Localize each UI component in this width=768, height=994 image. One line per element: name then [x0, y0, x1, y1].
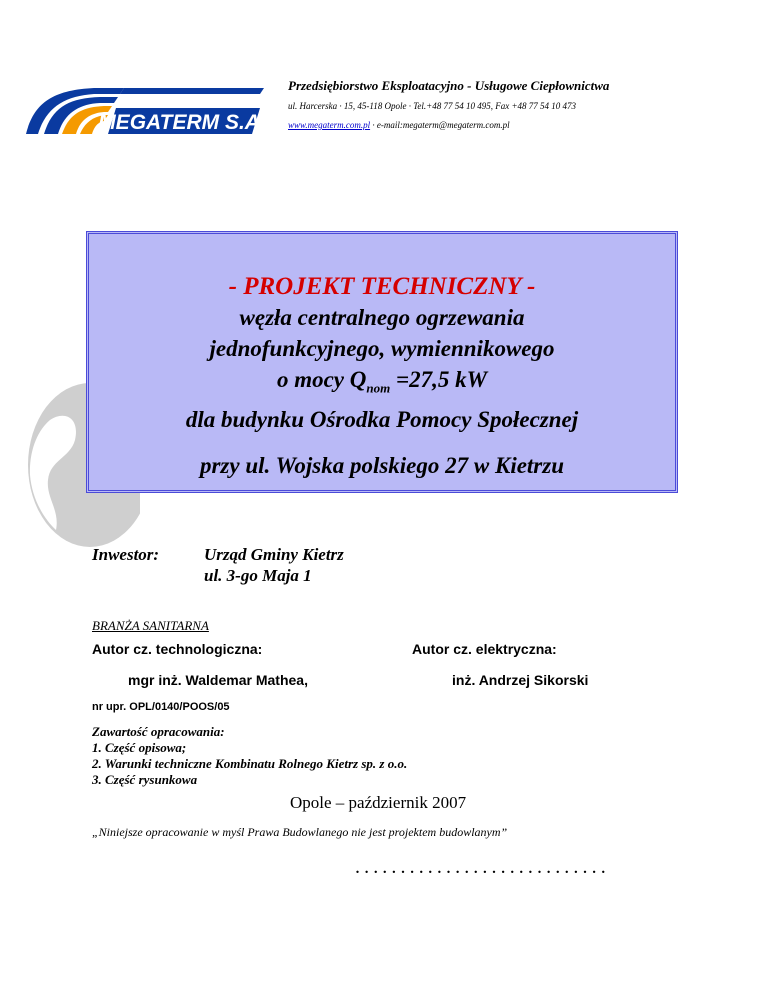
power-prefix: o mocy Q	[276, 367, 367, 392]
investor-address: ul. 3-go Maja 1	[204, 566, 312, 585]
title-line-power	[89, 364, 675, 404]
document-type: - PROJEKT TECHNICZNY -	[228, 273, 536, 300]
author-tech-name: mgr inż. Waldemar Mathea,	[128, 672, 308, 688]
author-tech-label: Autor cz. technologiczna:	[92, 641, 263, 657]
title-line-2: węzła centralnego ogrzewania	[239, 305, 525, 330]
power-value: =27,5 kW	[390, 367, 488, 392]
company-address: ul. Harcerska · 15, 45-118 Opole · Tel.+48 77 54 10 495, Fax +48 77 54 10 473	[288, 101, 577, 111]
contents-title: Zawartość opracowania:	[92, 724, 225, 739]
megaterm-logo	[24, 84, 264, 136]
investor-name: Urząd Gminy Kietrz	[204, 545, 344, 564]
author-elec-label: Autor cz. elektryczna:	[412, 641, 557, 657]
title-line-address: przy ul. Wojska polskiego 27 w Kietrzu	[199, 452, 564, 478]
license-number: nr upr. OPL/0140/POOS/05	[92, 701, 230, 713]
title-line-5: dla budynku Ośrodka Pomocy Społecznej	[185, 406, 579, 432]
list-item: 2. Warunki techniczne Kombinatu Rolnego Kietrz sp. z o.o.	[92, 756, 408, 771]
place-date: Opole – październik 2007	[290, 793, 467, 812]
list-item: 3. Część rysunkowa	[92, 772, 198, 787]
company-name: Przedsiębiorstwo Eksploatacyjno - Usługowe Ciepłownictwa	[288, 78, 610, 93]
signature-line: ............................	[355, 856, 610, 878]
website-link[interactable]: www.megaterm.com.pl	[288, 120, 371, 130]
author-elec-name: inż. Andrzej Sikorski	[452, 672, 589, 688]
list-item: 1. Część opisowa;	[92, 740, 187, 755]
power-subscript: nom	[366, 380, 391, 396]
title-box	[86, 231, 678, 493]
title-line-3: jednofunkcyjnego, wymiennikowego	[209, 336, 555, 361]
logo-text: MEGATERM S.A.	[98, 111, 264, 134]
contents-list	[92, 740, 407, 788]
company-email: · e-mail:megaterm@megaterm.com.pl	[370, 120, 510, 130]
investor-label: Inwestor:	[92, 545, 160, 564]
legal-note: „Niniejsze opracowanie w myśl Prawa Budowlanego nie jest projektem budowlanym”	[92, 825, 508, 839]
company-contact	[288, 120, 510, 130]
branch-heading: BRANŻA SANITARNA	[92, 618, 209, 633]
